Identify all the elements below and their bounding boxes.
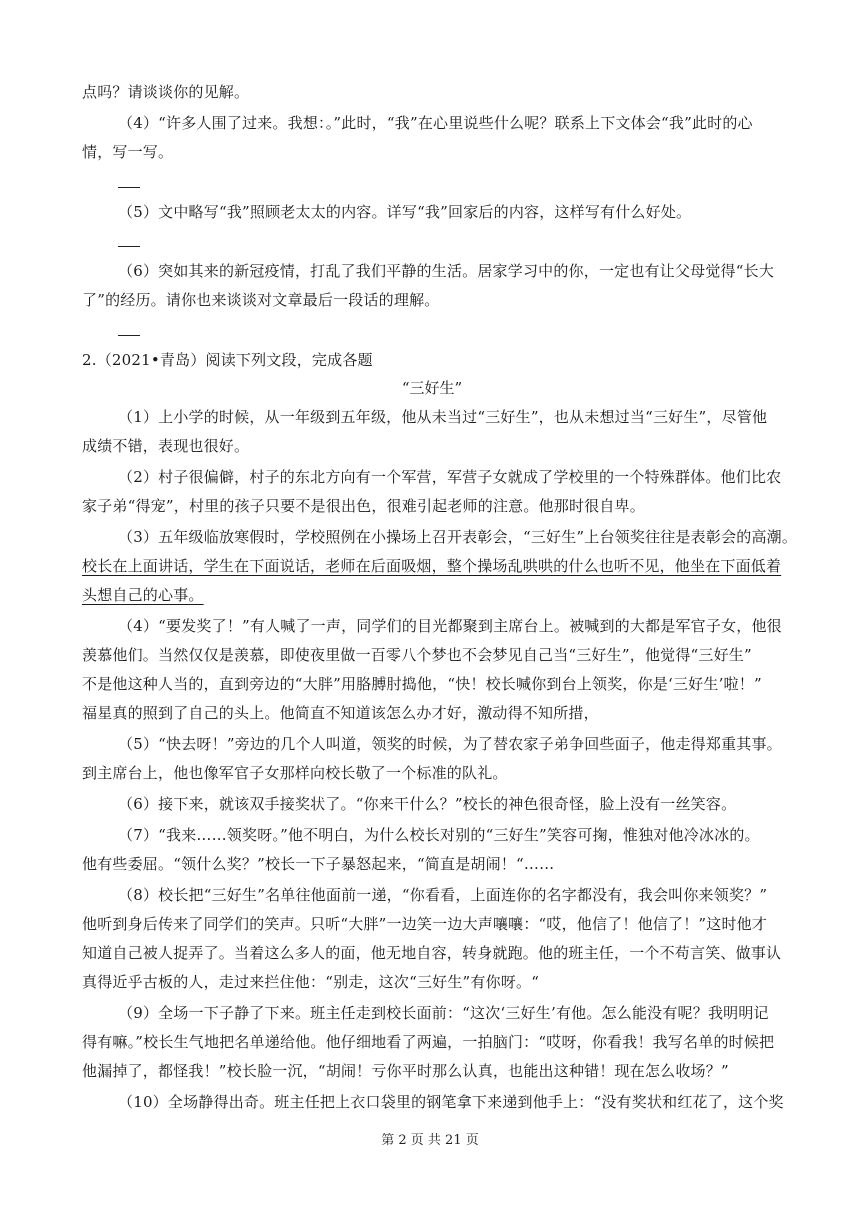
text-line: 点吗？请谈谈你的见解。 <box>82 83 250 101</box>
text-line: 他听到身后传来了同学们的笑声。只听“大胖”一边笑一边大声嚷嚷：“哎，他信了！他信了！”这时他才 <box>82 915 768 933</box>
text-line: 了”的经历。请你也来谈谈对文章最后一段话的理解。 <box>82 291 440 309</box>
text-line: 成绩不错，表现也很好。 <box>82 437 250 455</box>
answer-blank <box>118 187 140 188</box>
page-number-footer: 第 2 页 共 21 页 <box>381 1133 479 1148</box>
answer-blank <box>118 335 140 336</box>
text-line: 他有些委屈。“领什么奖？”校长一下子暴怒起来，“简直是胡闹！“…… <box>82 855 555 873</box>
text-line: 到主席台上，他也像军官子女那样向校长敬了一个标准的队礼。 <box>82 764 508 782</box>
text-line: 得有嘛。”校长生气地把名单递给他。他仔细地看了两遍，一拍脑门：“哎呀，你看我！我写名单的时候把 <box>82 1033 775 1051</box>
underlined-line: 校长在上面讲话，学生在下面说话，老师在后面吸烟，整个操场乱哄哄的什么也听不见，他坐在下面低着 <box>82 557 782 575</box>
paragraph-3-line: （3）五年级临放寒假时，学校照例在小操场上召开表彰会，“三好生”上台领奖往往是表彰会的高潮。 <box>118 528 798 546</box>
underlined-line: 头想自己的心事。 <box>82 586 204 604</box>
paragraph-10-line: （10）全场静得出奇。班主任把上衣口袋里的钢笔拿下来递到他手上：“没有奖状和红花了，这个奖 <box>118 1093 784 1111</box>
paragraph-9-line: （9）全场一下子静了下来。班主任走到校长面前：“这次‘三好生’有他。怎么能没有呢？我明明记 <box>118 1004 769 1022</box>
paragraph-1-line: （1）上小学的时候，从一年级到五年级，他从未当过“三好生”，也从未想过当“三好生”，尽管他 <box>118 408 768 426</box>
question-4-line: （4）“许多人围了过来。我想：。”此时，“我”在心里说些什么呢？联系上下文体会“我”此时的心 <box>118 114 753 132</box>
paragraph-2-line: （2）村子很偏僻，村子的东北方向有一个军营，军营子女就成了学校里的一个特殊群体。他们比农 <box>118 468 782 486</box>
paragraph-7-line: （7）“我来……领奖呀。”他不明白，为什么校长对别的“三好生”笑容可掬，惟独对他冷冰冰的。 <box>118 826 760 844</box>
paragraph-6-line: （6）接下来，就该双手接奖状了。“你来干什么？”校长的神色很奇怪，脸上没有一丝笑容。 <box>118 795 737 813</box>
text-line: 他漏掉了，都怪我！”校长脸一沉，“胡闹！亏你平时那么认真，也能出这种错！现在怎么收场？” <box>82 1062 729 1080</box>
question-6-line: （6）突如其来的新冠疫情，打乱了我们平静的生活。居家学习中的你，一定也有让父母觉得“长大 <box>118 262 775 280</box>
paragraph-5-line: （5）“快去呀！”旁边的几个人叫道，领奖的时候，为了替农家子弟争回些面子，他走得郑重其事。 <box>118 735 782 753</box>
text-line: 情，写一写。 <box>82 143 174 161</box>
text-line: 福星真的照到了自己的头上。他简直不知道该怎么办才好，激动得不知所措， <box>82 704 599 722</box>
paragraph-8-line: （8）校长把“三好生”名单往他面前一递，“你看看，上面连你的名字都没有，我会叫你来领奖？” <box>118 886 768 904</box>
text-line: 知道自己被人捉弄了。当着这么多人的面，他无地自容，转身就跑。他的班主任，一个不苟言笑、做事认 <box>82 944 782 962</box>
text-line: 真得近乎古板的人，走过来拦住他：“别走，这次“三好生”有你呀。“ <box>82 973 540 991</box>
paragraph-4-line: （4）“要发奖了！”有人喊了一声，同学们的目光都聚到主席台上。被喊到的大都是军官子女，他很 <box>118 617 782 635</box>
article-title: “三好生” <box>401 379 463 397</box>
question-5-line: （5）文中略写“我”照顾老太太的内容。详写“我”回家后的内容，这样写有什么好处。 <box>118 203 692 221</box>
section-heading: 2.（2021•青岛）阅读下列文段，完成各题 <box>82 351 373 369</box>
text-line: 不是他这种人当的，直到旁边的“大胖”用胳膊肘捣他，“快！校长喊你到台上领奖，你是‘三好生’啦！” <box>82 675 762 693</box>
answer-blank <box>118 246 140 247</box>
text-line: 家子弟“得宠”，村里的孩子只要不是很出色，很难引起老师的注意。他那时很自卑。 <box>82 497 645 515</box>
text-line: 羡慕他们。当然仅仅是羡慕，即使夜里做一百零八个梦也不会梦见自己当“三好生”，他觉得“三好生” <box>82 646 752 664</box>
